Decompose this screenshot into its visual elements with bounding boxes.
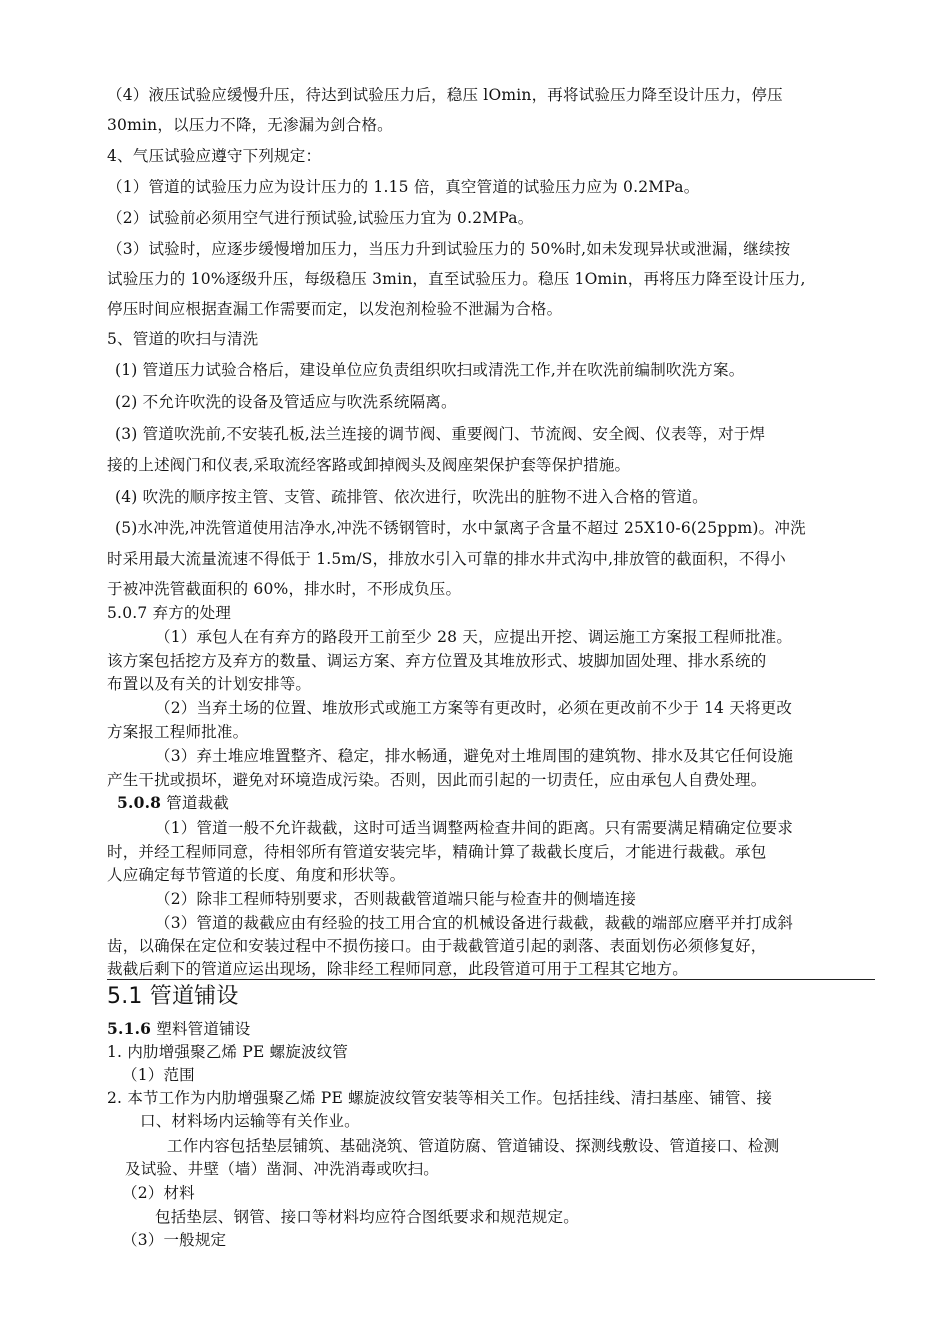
work-content-line-2: 及试验、井壁（墙）凿洞、冲洗消毒或吹扫。 <box>125 1160 440 1178</box>
purge-item-2: (2) 不允许吹洗的设备及管适应与吹洗系统隔离。 <box>115 393 457 411</box>
pipe-cut-item-2: （2）除非工程师特别要求，否则裁截管道端只能与检查井的侧墙连接 <box>155 890 637 908</box>
pe-pipe-item-2-line-1: 2. 本节工作为内肋增强聚乙烯 PE 螺旋波纹管安装等相关工作。包括挂线、清扫基座、铺管、接 <box>107 1089 773 1107</box>
pipe-cut-section-number: 5.0.8 <box>117 793 162 812</box>
spoil-item-1-line-3: 布置以及有关的计划安排等。 <box>107 675 312 693</box>
pe-pipe-item-2-line-2: 口、材料场内运输等有关作业。 <box>140 1112 360 1130</box>
spoil-section-title: 5.0.7 弃方的处理 <box>107 604 232 622</box>
plastic-pipe-subtitle <box>107 1018 250 1040</box>
purge-section-title: 5、管道的吹扫与清洗 <box>107 330 259 348</box>
materials-text: 包括垫层、钢管、接口等材料均应符合图纸要求和规范规定。 <box>155 1208 579 1226</box>
gas-test-item-2: （2）试验前必须用空气进行预试验,试验压力宜为 0.2MPa。 <box>107 209 534 227</box>
materials-heading: （2）材料 <box>122 1184 195 1202</box>
purge-item-1: (1) 管道压力试验合格后，建设单位应负责组织吹扫或清洗工作,并在吹洗前编制吹洗方案。 <box>115 361 745 379</box>
spoil-item-3-line-2: 产生干扰或损坏，避免对环境造成污染。否则，因此而引起的一切责任，应由承包人自费处理。 <box>107 771 767 789</box>
purge-item-5-line-2: 时采用最大流量流速不得低于 1.5m/S，排放水引入可靠的排水井式沟中,排放管的截面积，不得小 <box>107 550 786 568</box>
pipe-cut-item-3-line-3: 裁截后剩下的管道应运出现场，除非经工程师同意，此段管道可用于工程其它地方。 <box>107 960 688 978</box>
gas-test-item-3-line-3: 停压时间应根据查漏工作需要而定，以发泡剂检验不泄漏为合格。 <box>107 300 563 318</box>
pipe-cut-item-1-line-2: 时，并经工程师同意，待相邻所有管道安装完毕，精确计算了裁截长度后，才能进行裁截。承包 <box>107 843 767 861</box>
general-rules-heading: （3）一般规定 <box>122 1231 227 1249</box>
purge-item-3-line-2: 接的上述阀门和仪表,采取流经客路或卸掉阀头及阀座架保护套等保护措施。 <box>107 456 631 474</box>
scope-heading: （1）范围 <box>122 1066 195 1084</box>
hydro-test-line-1: （4）液压试验应缓慢升压，待达到试验压力后，稳压 lOmin，再将试验压力降至设计压力，停压 <box>107 86 783 104</box>
pipe-cut-item-3-line-2: 齿，以确保在定位和安装过程中不损伤接口。由于裁截管道引起的剥落、表面划伤必须修复好， <box>107 937 767 955</box>
gas-test-item-3-line-1: （3）试验时，应逐步缓慢增加压力，当压力升到试验压力的 50%时,如未发现异状或泄漏，继续按 <box>107 240 791 258</box>
purge-item-3-line-1: (3) 管道吹洗前,不安装孔板,法兰连接的调节阀、重要阀门、节流阀、安全阀、仪表等，对于焊 <box>115 425 766 443</box>
section-divider <box>107 979 875 980</box>
hydro-test-line-2: 30min，以压力不降，无渗漏为剑合格。 <box>107 116 393 134</box>
pe-pipe-item-1: 1. 内肋增强聚乙烯 PE 螺旋波纹管 <box>107 1043 349 1061</box>
spoil-item-2-line-1: （2）当弃土场的位置、堆放形式或施工方案等有更改时，必须在更改前不少于 14 天将更改 <box>155 699 793 717</box>
pipe-cut-item-1-line-3: 人应确定每节管道的长度、角度和形状等。 <box>107 866 406 884</box>
spoil-item-2-line-2: 方案报工程师批准。 <box>107 723 249 741</box>
work-content-line-1: 工作内容包括垫层铺筑、基础浇筑、管道防腐、管道铺设、探测线敷设、管道接口、检测 <box>167 1137 780 1155</box>
pipe-cut-item-3-line-1: （3）管道的裁截应由有经验的技工用合宜的机械设备进行裁截，裁截的端部应磨平并打成斜 <box>155 914 794 932</box>
pipe-cut-section-label: 管道裁截 <box>161 794 230 812</box>
gas-test-item-3-line-2: 试验压力的 10%逐级升压，每级稳压 3min，直至试验压力。稳压 1Omin，再将压力降至设计压力, <box>107 270 806 288</box>
plastic-pipe-subtitle-label: 塑料管道铺设 <box>151 1020 251 1038</box>
plastic-pipe-subtitle-number: 5.1.6 <box>107 1019 152 1038</box>
purge-item-4: (4) 吹洗的顺序按主管、支管、疏排管、依次进行，吹洗出的脏物不进入合格的管道。 <box>115 488 708 506</box>
pipe-laying-heading: 5.1 管道铺设 <box>107 984 239 1009</box>
purge-item-5-line-1: (5)水冲洗,冲洗管道使用洁净水,冲洗不锈钢管时，水中氯离子含量不超过 25X10-6(25ppm)。冲洗 <box>115 519 806 537</box>
gas-test-item-1: （1）管道的试验压力应为设计压力的 1.15 倍，真空管道的试验压力应为 0.2MPa。 <box>107 178 700 196</box>
spoil-item-3-line-1: （3）弃土堆应堆置整齐、稳定，排水畅通，避免对土堆周围的建筑物、排水及其它任何设施 <box>155 747 794 765</box>
purge-item-5-line-3: 于被冲洗管截面积的 60%，排水时，不形成负压。 <box>107 580 462 598</box>
pipe-cut-section-title <box>117 792 229 814</box>
spoil-item-1-line-2: 该方案包括挖方及弃方的数量、调运方案、弃方位置及其堆放形式、坡脚加固处理、排水系统的 <box>107 652 767 670</box>
pipe-cut-item-1-line-1: （1）管道一般不允许裁截，这时可适当调整两检查井间的距离。只有需要满足精确定位要求 <box>155 819 794 837</box>
spoil-item-1-line-1: （1）承包人在有弃方的路段开工前至少 28 天，应提出开挖、调运施工方案报工程师批准。 <box>155 628 793 646</box>
gas-test-heading: 4、气压试验应遵守下列规定： <box>107 147 322 165</box>
